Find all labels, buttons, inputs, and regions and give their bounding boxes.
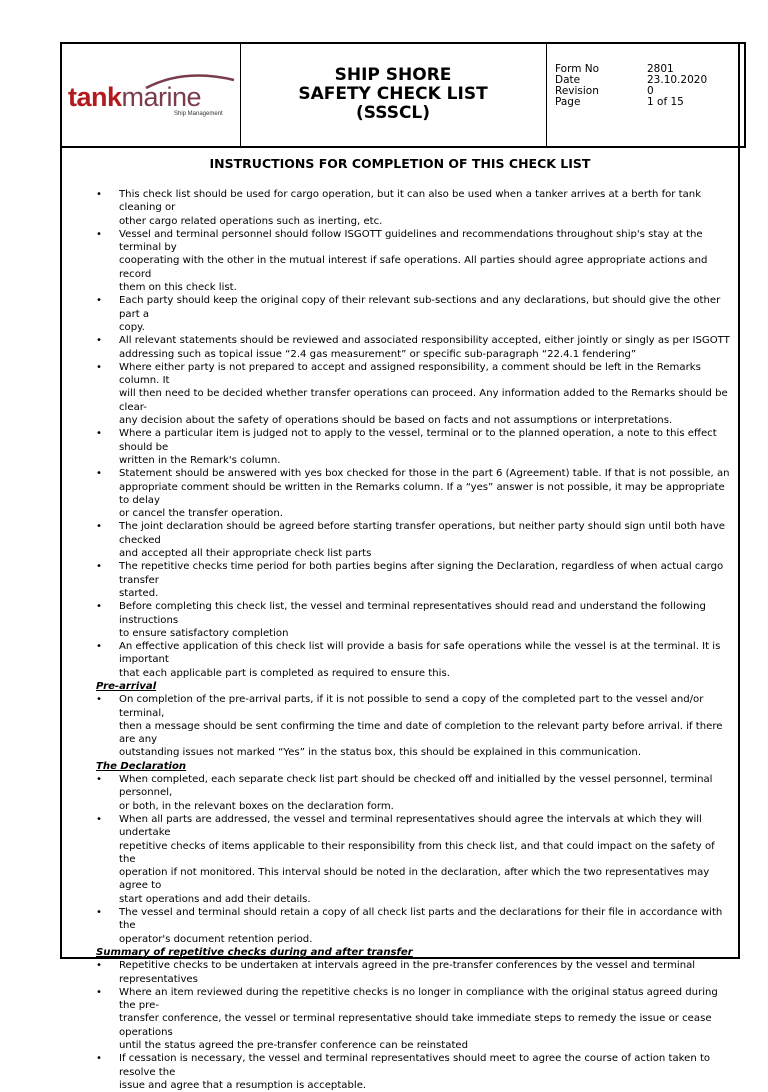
bullet-icon: • <box>96 907 102 919</box>
bullet-line: This check list should be used for cargo operation, but it can also be used when a tanker arrives at a berth for tank cleaning or <box>119 189 702 214</box>
bullet-item <box>96 560 730 600</box>
bullet-line: then a message should be sent confirming the time and date of completion to the relevant party before arrival. if there are any <box>119 720 723 746</box>
document-title <box>240 66 546 123</box>
bullet-line: When all parts are addressed, the vessel and terminal representatives should agree the intervals at which they will undertake <box>119 813 702 839</box>
logo-cell <box>62 44 241 146</box>
logo-brand-part2: marine <box>121 82 202 112</box>
meta-label: Page <box>555 96 581 108</box>
bullet-icon: • <box>96 1053 102 1065</box>
bullet-line: them on this check list. <box>119 282 237 294</box>
bullet-icon: • <box>96 694 102 706</box>
meta-value: 23.10.2020 <box>647 74 708 86</box>
bullet-line: or both, in the relevant boxes on the declaration form. <box>119 800 394 812</box>
bullet-line: Where an item reviewed during the repetitive checks is no longer in compliance with the original status agreed during the pre- <box>119 986 718 1012</box>
bullet-line: any decision about the safety of operations should be based on facts and not assumptions or interpretations. <box>119 415 673 427</box>
logo-tagline: Ship Management <box>174 111 223 117</box>
bullet-item <box>96 600 730 640</box>
bullet-icon: • <box>96 468 102 480</box>
meta-label: Form No <box>555 63 600 75</box>
title-line: SHIP SHORE <box>334 65 452 85</box>
bullet-icon: • <box>96 295 102 307</box>
logo-brand-part1: tank <box>68 82 122 112</box>
bullet-line: Repetitive checks to be undertaken at intervals agreed in the pre-transfer conferences by the vessel and terminal <box>119 960 696 972</box>
bullet-icon: • <box>96 774 102 786</box>
bullet-item <box>96 467 730 520</box>
bullet-item <box>96 640 730 680</box>
bullet-line: The vessel and terminal should retain a copy of all check list parts and the declarations for their file in accordance with the <box>119 907 723 932</box>
meta-label: Date <box>555 74 581 86</box>
bullet-line: started. <box>119 587 159 599</box>
bullet-line: other cargo related operations such as inerting, etc. <box>119 215 383 227</box>
bullet-item <box>96 906 730 946</box>
bullet-line: On completion of the pre-arrival parts, if it is not possible to send a copy of the completed part to the vessel and/or terminal, <box>119 694 704 719</box>
bullet-line: until the status agreed the pre-transfer conference can be reinstated <box>119 1040 469 1051</box>
bullet-icon: • <box>96 521 102 533</box>
bullet-line: An effective application of this check list will provide a basis for safe operations while the vessel is at the terminal. It is important <box>119 641 721 666</box>
bullet-item <box>96 228 730 294</box>
bullet-line: start operations and add their details. <box>119 893 311 905</box>
company-logo <box>64 64 239 124</box>
bullet-line: issue and agree that a resumption is acceptable. <box>119 1079 367 1091</box>
bullet-icon: • <box>96 335 102 347</box>
bullet-line: appropriate comment should be written in the Remarks column. If a “yes” answer is not possible, it may be appropriate to delay <box>119 481 725 506</box>
bullet-line: to ensure satisfactory completion <box>119 627 289 639</box>
bullet-line: Each party should keep the original copy of their relevant sub-sections and any declarations, but should give the other part a <box>119 295 721 320</box>
instructions-title: INSTRUCTIONS FOR COMPLETION OF THIS CHECK LIST <box>209 156 591 171</box>
bullet-line: If cessation is necessary, the vessel and terminal representatives should meet to agree the course of action taken to resolve the <box>119 1053 711 1078</box>
bullet-icon: • <box>96 561 102 573</box>
bullet-line: representatives <box>119 973 198 985</box>
bullet-line: Where a particular item is judged not to apply to the vessel, terminal or to the planned operation, a note to this effect should be <box>119 428 717 453</box>
form-meta-cell <box>547 44 744 146</box>
bullet-item <box>96 427 730 467</box>
bullet-line: Where either party is not prepared to accept and assigned responsibility, a comment should be left in the Remarks column. It <box>119 361 701 387</box>
bullet-line: Before completing this check list, the vessel and terminal representatives should read and understand the following instructions <box>119 601 706 626</box>
bullet-item <box>96 1052 730 1092</box>
bullet-item <box>96 361 730 427</box>
bullet-line: addressing such as topical issue “2.4 gas measurement” or specific sub-paragraph “22.4.1 fendering” <box>119 348 637 360</box>
document-header <box>60 42 746 148</box>
bullet-line: transfer conference, the vessel or terminal representative should take immediate steps to remedy the issue or cease operations <box>119 1013 712 1038</box>
bullet-line: operator's document retention period. <box>119 933 313 945</box>
bullet-line: that each applicable part is completed as required to ensure this. <box>119 667 450 679</box>
bullet-line: The repetitive checks time period for both parties begins after signing the Declaration, regardless of when actual cargo transfer <box>119 561 724 586</box>
bullet-line: outstanding issues not marked “Yes” in the status box, this should be explained in this communication. <box>119 747 642 759</box>
section-heading: Summary of repetitive checks during and after transfer <box>96 946 413 958</box>
bullet-icon: • <box>96 641 102 653</box>
bullet-line: When completed, each separate check list part should be checked off and initialled by the vessel personnel, terminal personnel, <box>119 774 713 799</box>
bullet-line: All relevant statements should be reviewed and associated responsibility accepted, either jointly or singly as per ISGOTT <box>119 335 730 347</box>
bullet-icon: • <box>96 960 102 972</box>
title-line: (SSSCL) <box>355 103 431 123</box>
bullet-line: repetitive checks of items applicable to their responsibility from this check list, and that could impact on the safety of the <box>119 840 715 865</box>
bullet-line: and accepted all their appropriate check list parts <box>119 548 372 560</box>
bullet-icon: • <box>96 189 102 200</box>
section-heading: Pre-arrival <box>96 680 157 692</box>
logo-wordmark <box>68 82 201 113</box>
bullet-line: Statement should be answered with yes box checked for those in the part 6 (Agreement) table. If that is not possible, an <box>119 468 730 480</box>
section-heading: The Declaration <box>96 760 187 772</box>
bullet-icon: • <box>96 813 102 825</box>
bullet-line: written in the Remark's column. <box>119 454 281 466</box>
bullet-item <box>96 986 730 1052</box>
bullet-line: will then need to be decided whether transfer operations can proceed. Any information added to the Remarks should be clear- <box>119 388 728 413</box>
bullet-line: or cancel the transfer operation. <box>119 508 283 520</box>
bullet-item <box>96 188 730 228</box>
bullet-icon: • <box>96 361 102 373</box>
meta-value: 2801 <box>647 63 674 75</box>
bullet-icon: • <box>96 601 102 613</box>
instructions-body <box>96 188 730 1092</box>
bullet-item <box>96 813 730 906</box>
title-line: SAFETY CHECK LIST <box>298 84 488 104</box>
bullet-item <box>96 693 730 759</box>
bullet-item <box>96 294 730 334</box>
title-cell <box>240 44 547 146</box>
bullet-icon: • <box>96 428 102 440</box>
bullet-icon: • <box>96 228 102 240</box>
bullet-line: The joint declaration should be agreed before starting transfer operations, but neither party should sign until both have checked <box>119 521 726 546</box>
bullet-item <box>96 773 730 813</box>
bullet-item <box>96 334 730 361</box>
meta-value: 0 <box>647 85 654 97</box>
bullet-icon: • <box>96 986 102 998</box>
bullet-line: cooperating with the other in the mutual interest if safe operations. All parties should agree appropriate actions and record <box>119 255 708 280</box>
bullet-line: copy. <box>119 321 145 333</box>
bullet-item <box>96 959 730 986</box>
meta-label: Revision <box>555 85 599 97</box>
bullet-line: Vessel and terminal personnel should follow ISGOTT guidelines and recommendations throughout ship's stay at the terminal by <box>119 228 703 254</box>
bullet-item <box>96 520 730 560</box>
meta-value: 1 of 15 <box>647 96 684 108</box>
bullet-line: operation if not monitored. This interval should be noted in the declaration, after which the two representatives may agree to <box>119 867 710 892</box>
